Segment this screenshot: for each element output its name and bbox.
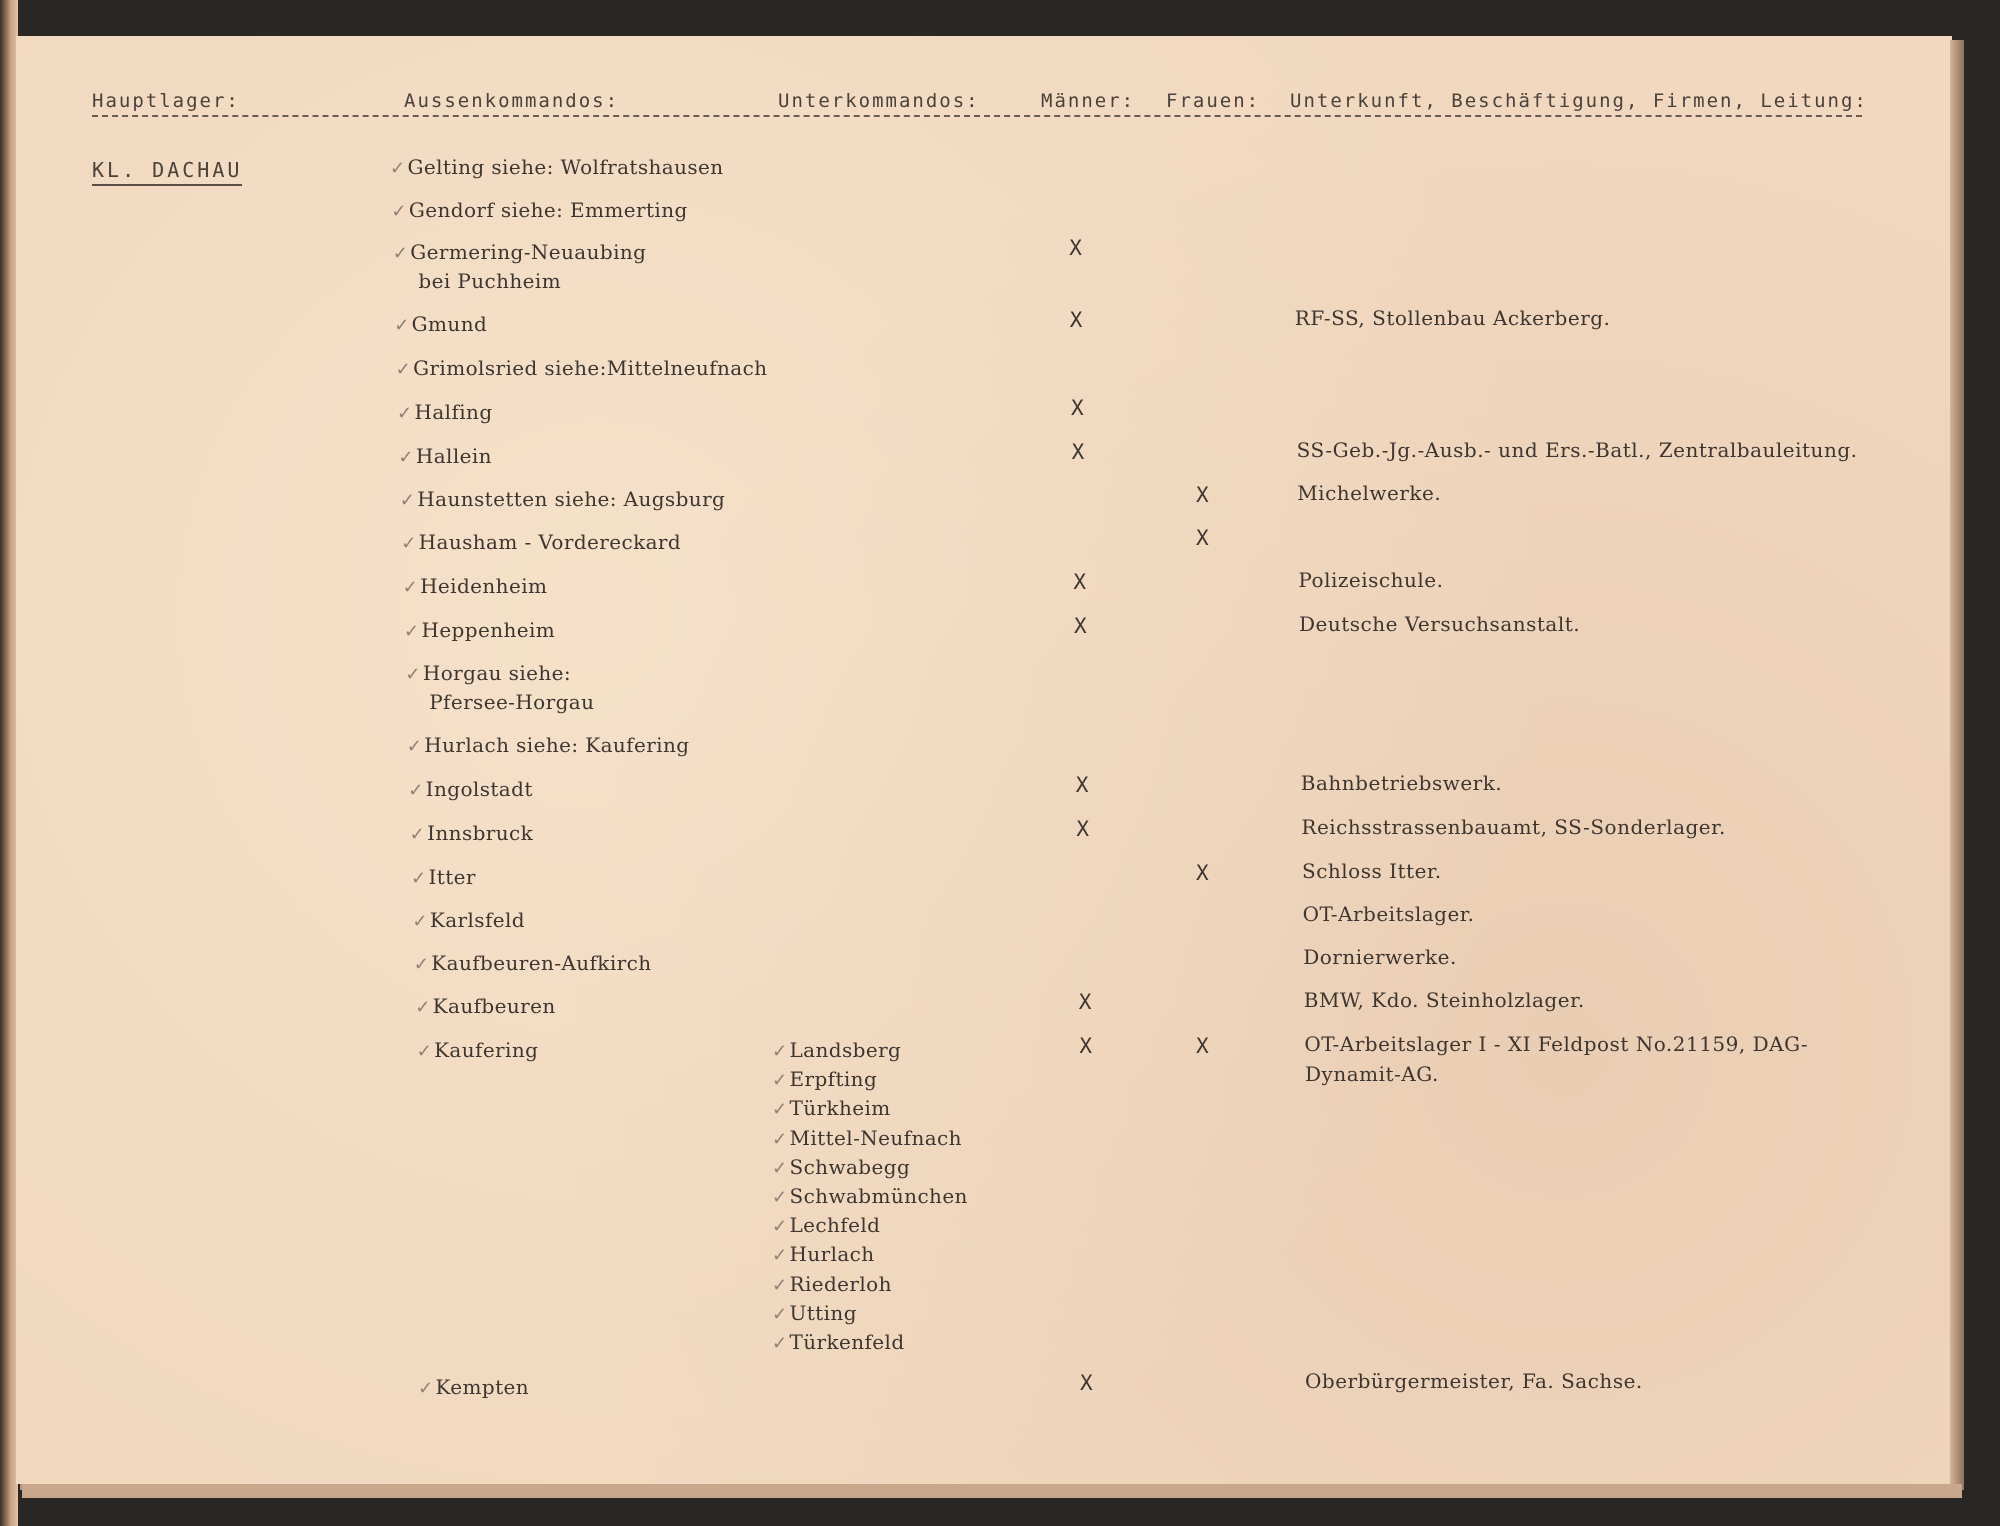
check-mark-icon: ✓ <box>772 1187 788 1208</box>
check-mark-icon: ✓ <box>399 490 416 511</box>
check-mark-icon: ✓ <box>772 1216 788 1238</box>
unterkommando-item <box>772 1330 905 1354</box>
check-mark-icon: ✓ <box>406 736 423 757</box>
men-mark: X <box>1078 990 1092 1014</box>
camp-name <box>403 574 548 598</box>
camp-name <box>404 618 555 642</box>
page-edge-right <box>1950 40 1964 1490</box>
firm-info: Bahnbetriebswerk. <box>1300 771 1503 795</box>
page-edge-bottom <box>22 1484 1962 1498</box>
check-mark-icon: ✓ <box>772 1041 788 1062</box>
men-mark: X <box>1069 308 1083 332</box>
check-mark-icon: ✓ <box>408 780 424 801</box>
unterkommando-item <box>772 1184 968 1208</box>
camp-name-text: Hurlach siehe: Kaufering <box>424 733 690 757</box>
camp-name <box>393 240 647 264</box>
firm-info-continuation: Dynamit-AG. <box>1305 1062 1439 1086</box>
camp-name-text: Halfing <box>414 400 493 424</box>
camp-name <box>397 400 493 424</box>
men-mark: X <box>1071 440 1085 464</box>
header-maenner: Männer: <box>1041 90 1136 112</box>
camp-name <box>401 530 681 554</box>
camp-name-text: Kaufbeuren <box>432 994 556 1018</box>
women-mark: X <box>1196 483 1209 507</box>
document-page <box>16 36 1952 1484</box>
camp-name <box>391 198 687 222</box>
unterkommando-name: Utting <box>789 1300 857 1325</box>
firm-info: Michelwerke. <box>1297 481 1442 505</box>
check-mark-icon: ✓ <box>772 1245 788 1267</box>
camp-name <box>415 994 555 1018</box>
unterkommando-item <box>772 1038 901 1062</box>
firm-info: Schloss Itter. <box>1302 859 1442 883</box>
check-mark-icon: ✓ <box>772 1274 788 1296</box>
firm-info: Polizeischule. <box>1298 568 1444 592</box>
header-unterkunft: Unterkunft, Beschäftigung, Firmen, Leitung: <box>1290 90 1868 112</box>
camp-name-text: Hallein <box>415 444 492 468</box>
camp-name <box>407 733 690 757</box>
check-mark-icon: ✓ <box>772 1128 788 1150</box>
women-mark: X <box>1196 861 1209 885</box>
camp-name-text: Gendorf siehe: Emmerting <box>408 198 688 222</box>
camp-name-text: Haunstetten siehe: Augsburg <box>417 487 726 511</box>
firm-info: OT-Arbeitslager. <box>1302 902 1475 926</box>
unterkommando-name: Lechfeld <box>789 1213 881 1238</box>
camp-name <box>408 777 533 801</box>
firm-info: Dornierwerke. <box>1303 945 1457 969</box>
check-mark-icon: ✓ <box>772 1070 788 1092</box>
check-mark-icon: ✓ <box>394 315 410 336</box>
camp-name-text: Horgau siehe: <box>422 661 572 685</box>
check-mark-icon: ✓ <box>772 1099 788 1121</box>
camp-name-text: Kaufering <box>434 1038 539 1062</box>
camp-name <box>394 312 487 336</box>
camp-name <box>410 821 534 845</box>
camp-name <box>398 444 492 468</box>
unterkommando-name: Schwabegg <box>789 1154 911 1179</box>
women-mark: X <box>1196 526 1209 550</box>
unterkommando-item <box>772 1067 877 1091</box>
camp-name-text: Itter <box>428 865 476 889</box>
camp-name <box>405 661 571 685</box>
camp-name <box>414 951 652 975</box>
check-mark-icon: ✓ <box>418 1378 434 1399</box>
unterkommando-name: Schwabmünchen <box>789 1184 968 1208</box>
check-mark-icon: ✓ <box>392 243 409 264</box>
firm-info: OT-Arbeitslager I - XI Feldpost No.21159, DAG- <box>1304 1032 1809 1056</box>
check-mark-icon: ✓ <box>402 577 419 598</box>
camp-name-text: Innsbruck <box>427 821 534 845</box>
check-mark-icon: ✓ <box>395 359 412 380</box>
unterkommando-name: Erpfting <box>789 1067 878 1092</box>
firm-info: Deutsche Versuchsanstalt. <box>1299 612 1581 636</box>
unterkommando-name: Hurlach <box>789 1242 875 1267</box>
unterkommando-item <box>772 1155 910 1179</box>
camp-name <box>411 865 476 889</box>
camp-name <box>390 155 724 179</box>
camp-name-text: Grimolsried siehe:Mittelneufnach <box>413 356 768 380</box>
camp-name-text: Heppenheim <box>421 618 556 642</box>
check-mark-icon: ✓ <box>772 1333 788 1354</box>
men-mark: X <box>1076 817 1090 841</box>
camp-name-text: Hausham - Vordereckard <box>418 530 682 554</box>
header-unterkommandos: Unterkommandos: <box>778 90 980 112</box>
camp-name-text: Ingolstadt <box>425 777 533 801</box>
camp-name-text: Kempten <box>435 1375 530 1399</box>
unterkommando-item <box>772 1126 962 1150</box>
camp-name <box>396 356 768 380</box>
unterkommando-name: Mittel-Neufnach <box>789 1125 962 1150</box>
camp-name-text: Gmund <box>411 312 488 336</box>
check-mark-icon: ✓ <box>772 1157 788 1179</box>
men-mark: X <box>1074 614 1087 638</box>
camp-name <box>418 1375 529 1399</box>
check-mark-icon: ✓ <box>405 664 421 685</box>
check-mark-icon: ✓ <box>413 954 430 975</box>
check-mark-icon: ✓ <box>772 1303 788 1325</box>
firm-info: BMW, Kdo. Steinholzlager. <box>1303 988 1585 1012</box>
camp-name-text: Gelting siehe: Wolfratshausen <box>407 155 724 179</box>
check-mark-icon: ✓ <box>415 997 431 1018</box>
men-mark: X <box>1075 773 1089 797</box>
check-mark-icon: ✓ <box>409 824 426 845</box>
check-mark-icon: ✓ <box>411 868 427 889</box>
hauptlager-name: KL. DACHAU <box>92 158 242 186</box>
camp-name-text: Karlsfeld <box>429 908 525 932</box>
unterkommando-item <box>772 1096 891 1120</box>
women-mark: X <box>1196 1034 1209 1058</box>
firm-info: Oberbürgermeister, Fa. Sachse. <box>1305 1369 1643 1393</box>
check-mark-icon: ✓ <box>404 621 420 642</box>
firm-info: Reichsstrassenbauamt, SS-Sonderlager. <box>1301 815 1726 839</box>
camp-name-text: Kaufbeuren-Aufkirch <box>431 951 652 975</box>
men-mark: X <box>1071 396 1084 420</box>
unterkommando-name: Landsberg <box>789 1038 902 1062</box>
camp-name <box>400 487 725 511</box>
unterkommando-item <box>772 1213 880 1237</box>
check-mark-icon: ✓ <box>401 533 417 554</box>
header-frauen: Frauen: <box>1166 90 1261 112</box>
men-mark: X <box>1073 570 1087 594</box>
unterkommando-name: Riederloh <box>789 1271 892 1296</box>
camp-name <box>417 1038 539 1062</box>
unterkommando-name: Türkheim <box>789 1096 891 1121</box>
unterkommando-name: Türkenfeld <box>789 1330 905 1354</box>
header-rule <box>92 115 1862 117</box>
check-mark-icon: ✓ <box>391 201 407 222</box>
unterkommando-item <box>772 1242 875 1266</box>
firm-info: SS-Geb.-Jg.-Ausb.- und Ers.-Batl., Zentralbauleitung. <box>1296 438 1858 462</box>
check-mark-icon: ✓ <box>390 158 406 179</box>
check-mark-icon: ✓ <box>412 911 428 932</box>
unterkommando-item <box>772 1272 892 1296</box>
check-mark-icon: ✓ <box>398 447 414 468</box>
unterkommando-item <box>772 1301 857 1325</box>
camp-name-continuation: bei Puchheim <box>418 269 562 293</box>
camp-name-text: Germering-Neuaubing <box>410 240 647 264</box>
camp-name-continuation: Pfersee-Horgau <box>429 690 595 714</box>
men-mark: X <box>1079 1034 1093 1058</box>
check-mark-icon: ✓ <box>397 403 413 424</box>
men-mark: X <box>1080 1371 1093 1395</box>
camp-name <box>412 908 525 932</box>
header-hauptlager: Hauptlager: <box>92 90 240 112</box>
check-mark-icon: ✓ <box>416 1041 433 1062</box>
firm-info: RF-SS, Stollenbau Ackerberg. <box>1294 306 1611 330</box>
camp-name-text: Heidenheim <box>420 574 548 598</box>
men-mark: X <box>1069 236 1082 260</box>
header-aussenkommandos: Aussenkommandos: <box>404 90 620 112</box>
